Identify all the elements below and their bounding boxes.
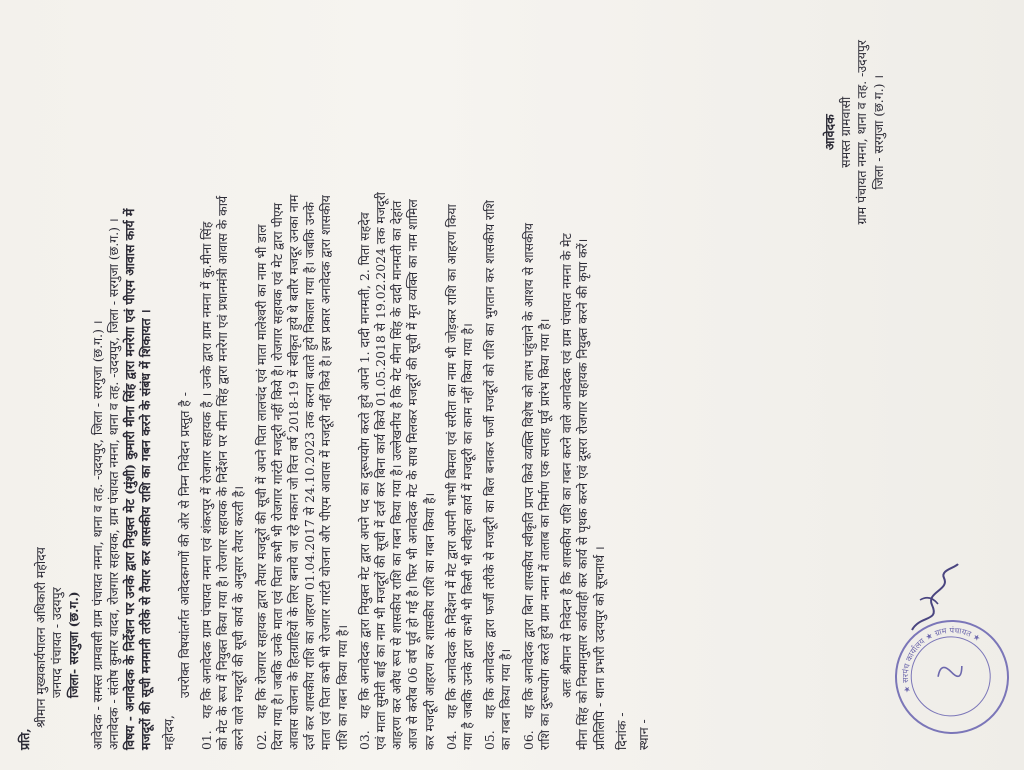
- signature-block: [822, 40, 887, 224]
- paragraph-line: राशि का गबन किया गया है।: [334, 624, 350, 750]
- addressee-line-2: जनपद पंचायत - उदयपुर: [49, 587, 65, 698]
- paragraph-line: एवं माता सुमेती बाई का नाम भी मजदूरों की सूची में दर्ज कर बिना कार्य किये 01.05.2018 से 19.02.2024 तक मजदूरी: [373, 192, 389, 750]
- paragraph-number: 04.: [443, 730, 459, 750]
- complaint-letter: [17, 20, 1007, 750]
- paragraph-line: यह कि अनावेदक द्वारा फर्जी तरीके से मजदूरी का बिल बनाकर फर्जी मजदूरों को राशि का भुगतान कर शासकीय राशि: [482, 200, 498, 719]
- paragraph-6: [521, 20, 553, 750]
- paragraph-3: [357, 20, 438, 750]
- paragraph-line: आवास योजना के हितग्राहियों के लिए बनाये जा रहे मकान जो वित्त वर्ष 2018-19 में स्वीकृत हुये थे बतौर मजदूर उनका नाम: [286, 194, 302, 750]
- paragraph-line: यह कि अनावेदक द्वारा नियुक्त मेट द्वारा अपने पद का दुरूपयोग करते हुये अपने 1. दादी मानमती, 2. पिता सहदेव: [356, 212, 372, 719]
- applicant-line: आवेदक - समस्त ग्रामवासी ग्राम पंचायत नमना, थाना व तह. -उदयपुर, जिला - सरगुजा (छ.ग.) ।: [89, 320, 105, 750]
- sign-title: आवेदक: [822, 114, 837, 151]
- copy-to-line: प्रतिलिपि - थाना प्रभारी उदयपुर को सूचनार्थ ।: [591, 546, 607, 750]
- paragraph-line: यह कि अनावेदक के निर्देशन में मेट द्वारा अपनी भाभी बिमला एवं सरीता का नाम भी जोड़कर राशि का आहरण किया: [443, 204, 459, 719]
- paragraph-line: आहरण कर अवैध रूप से शासकीय राशि का गबन किया गया है। उल्लेखनीय है कि मेट मीना सिंह के दादी मानमती का देहांत: [389, 200, 405, 750]
- paragraph-1: [199, 20, 248, 750]
- paragraph-line: करने वाले मजदूरों की सूची कार्य के अनुसार तैयार करती है।: [231, 485, 247, 750]
- paragraph-line: को मेट के रूप में नियुक्त किया गया है। रोजगार सहायक के निर्देशन पर मीना सिंह द्वारा मनरेगा एवं प्रधानमंत्री आवास के कार्य: [215, 195, 231, 750]
- paragraph-line: यह कि अनावेदक द्वारा बिना शासकीय स्वीकृति प्राप्त किये व्यक्ति विशेष को लाभ पहुंचाने के आशय से शासकीय: [520, 223, 536, 719]
- intro-line: उपरोक्त विषयांतर्गत आवेदकगणों की ओर से निम्न निवेदन प्रस्तुत है -: [176, 392, 192, 698]
- addressee-line-1: श्रीमान मुख्यकार्यपालन अधिकारी महोदय: [33, 547, 49, 728]
- subject-line-2: मजदूरों की सूची मनमानी तरीके से तैयार कर शासकीय राशि का गबन करने के संबंध में शिकायत ।: [138, 309, 154, 750]
- paragraph-number: 06.: [520, 730, 536, 750]
- paragraph-number: 03.: [356, 730, 372, 750]
- paragraph-number: 02.: [253, 730, 269, 750]
- addressee-line-3: जिला- सरगुजा (छ.ग.): [65, 591, 81, 698]
- paragraph-line: यह कि अनावेदक ग्राम पंचायत नमना एवं शंकरपुर में रोजगार सहायक है । उनके द्वारा ग्राम नमना में कु.मीना सिंह: [199, 221, 215, 719]
- paragraph-line: का गबन किया गया है।: [498, 648, 514, 750]
- svg-text:★ सरपंच कार्यालय ★ ग्राम पंचाय: ★ सरपंच कार्यालय ★ ग्राम पंचायत ★: [900, 625, 983, 695]
- date-label: दिनांक -: [613, 712, 629, 750]
- sign-line-3: जिला - सरगुजा (छ.ग.) ।: [870, 74, 886, 190]
- sign-line-1: समस्त ग्रामवासी: [838, 96, 854, 168]
- paragraph-line: दिया गया है। जबकि उनके माता एवं पिता कभी भी रोजगार गारंटी मजदूरी नहीं किये है। रोजगार सहायक एवं मेट द्वारा पीएम: [269, 202, 285, 750]
- prayer-block: [559, 20, 591, 750]
- salutation: महोदय,: [160, 715, 176, 750]
- paragraph-5: [482, 20, 514, 750]
- sign-line-2: ग्राम पंचायत नमना, थाना व तह. -उदयपुर: [854, 40, 870, 225]
- paragraph-line: आज से करीब 06 वर्ष पूर्व हो गई है। फिर भी अनावेदक मेट के साथ मिलकर मजदूरों की सूची में मृत व्यक्ति का नाम शामिल: [405, 199, 421, 750]
- paragraph-line: गया है जबकि उनके द्वारा कभी भी किसी भी स्वीकृत कार्य में मजदूरी का काम नहीं किया गया है।: [460, 323, 476, 750]
- prayer-line-2: मीना सिंह को नियमानुसार कार्यवाही कर कार्य से पृथक करने एवं दूसरा रोजगार सहायक नियुक्त करने की कृपा करें।: [575, 238, 591, 750]
- paragraph-2: [254, 20, 351, 750]
- paragraph-line: माता एवं पिता कभी भी रोजगार गारंटी योजना और पीएम आवास में मजदूरी नहीं किये है। इस प्रकार अनावेदक द्वारा शासकीय: [318, 195, 334, 750]
- paragraph-4: [444, 20, 476, 750]
- subject-line-1: विषय - अनावेदक के निर्देशन पर उनके द्वारा नियुक्त मेट (मुंशी) कुमारी मीना सिंह द्वारा मनरेगा एवं पीएम आवास कार्य में: [122, 208, 138, 750]
- paragraph-number: 01.: [199, 730, 215, 750]
- paragraph-number: 05.: [482, 730, 498, 750]
- handwritten-signature: [900, 560, 970, 640]
- respondent-line: अनावेदक - संतोष कुमार यादव, रोजगार सहायक, ग्राम पंचायत नमना, थाना व तह. -उदयपुर, जिला - सरगुजा (छ.ग.) ।: [106, 218, 122, 750]
- paragraph-line: यह कि रोजगार सहायक द्वारा तैयार मजदूरों की सूची में अपने पिता लालचंद एवं माता मालेश्वरी का नाम भी डाल: [253, 224, 269, 719]
- paragraph-line: दर्ज कर शासकीय राशि का आहरण 01.04.2017 से 24.10.2023 तक करना बताते हुये निकाला गया है। जबकि उनके: [302, 201, 318, 750]
- prayer-line-1: अतः श्रीमान से निवेदन है कि शासकीय राशि का गबन करने वाले अनावेदक एवं ग्राम पंचायत नमना के मेट: [559, 233, 575, 698]
- to-label: प्रति,: [17, 728, 32, 750]
- paragraph-line: कर मजदूरी आहरण कर शासकीय राशि का गबन किया है।: [421, 492, 437, 750]
- paragraph-line: राशि का दुरूपयोग करते हुये ग्राम नमना में तालाब का निर्माण एक सप्ताह पूर्व प्रारंभ किया गया है।: [536, 318, 552, 750]
- place-label: स्थान -: [635, 719, 651, 750]
